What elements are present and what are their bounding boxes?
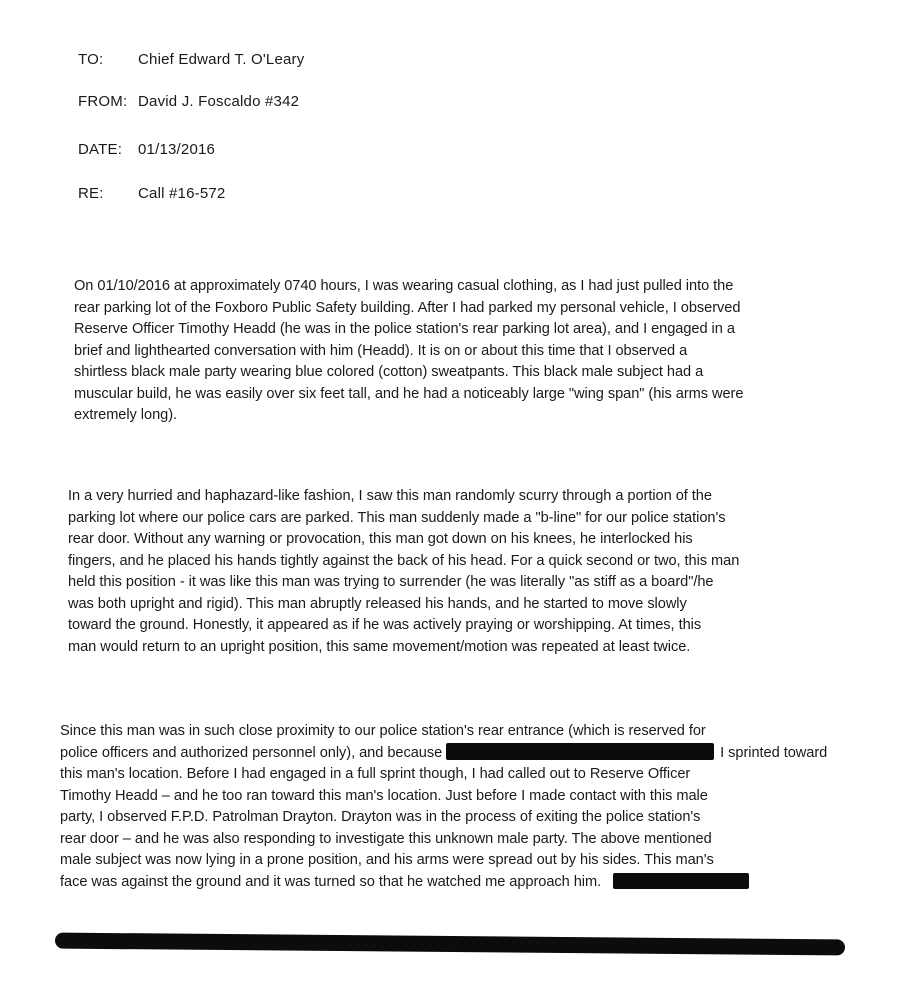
redaction-bar-full-line xyxy=(55,933,845,956)
paragraph-line: parking lot where our police cars are parked. This man suddenly made a "b-line" for our police station's xyxy=(68,509,726,526)
date-label: DATE: xyxy=(78,141,123,158)
paragraph-line: In a very hurried and haphazard-like fashion, I saw this man randomly scurry through a portion of the xyxy=(68,488,712,504)
paragraph-line: On 01/10/2016 at approximately 0740 hours, I was wearing casual clothing, as I had just pulled into the xyxy=(74,278,734,294)
paragraph-line: muscular build, he was easily over six feet tall, and he had a noticeably large "wing span" (his arms were xyxy=(74,385,744,402)
paragraph-line: toward the ground. Honestly, it appeared as if he was actively praying or worshipping. At times, this xyxy=(68,617,702,633)
paragraph-text: face was against the ground and it was turned so that he watched me approach him. xyxy=(60,873,602,890)
to-label: TO: xyxy=(78,51,104,68)
paragraph-line-with-redaction xyxy=(60,743,827,765)
redaction-bar xyxy=(613,873,749,889)
paragraph-line: held this position - it was like this man was trying to surrender (he was literally "as stiff as a board"/he xyxy=(68,574,714,590)
paragraph-line: fingers, and he placed his hands tightly against the back of his head. For a quick second or two, this man xyxy=(68,552,740,569)
paragraph-line: brief and lighthearted conversation with him (Headd). It is on or about this time that I observed a xyxy=(74,342,688,359)
paragraph-line-with-redaction xyxy=(60,872,827,894)
paragraph-line: Since this man was in such close proximity to our police station's rear entrance (which is reserved for xyxy=(60,723,706,739)
paragraph-line: this man's location. Before I had engaged in a full sprint though, I had called out to Reserve Officer xyxy=(60,766,691,782)
paragraph-line: extremely long). xyxy=(74,407,178,423)
paragraph-line: rear door – and he was also responding to investigate this unknown male party. The above mentioned xyxy=(60,830,712,847)
paragraph-line: rear parking lot of the Foxboro Public Safety building. After I had parked my personal vehicle, I observed xyxy=(74,299,741,316)
paragraph-line: male subject was now lying in a prone position, and his arms were spread out by his sides. This man's xyxy=(60,852,714,868)
paragraph-2 xyxy=(68,486,739,658)
paragraph-1 xyxy=(74,276,743,427)
paragraph-line: shirtless black male party wearing blue colored (cotton) sweatpants. This black male subject had a xyxy=(74,364,704,380)
from-value: David J. Foscaldo #342 xyxy=(138,93,300,110)
paragraph-line: Timothy Headd – and he too ran toward this man's location. Just before I made contact with this male xyxy=(60,787,708,804)
paragraph-3 xyxy=(60,721,827,893)
paragraph-line: was both upright and rigid). This man abruptly released his hands, and he started to move slowly xyxy=(68,595,687,612)
paragraph-text: I sprinted toward xyxy=(720,744,828,761)
from-label: FROM: xyxy=(78,93,128,110)
re-label: RE: xyxy=(78,185,104,202)
date-value: 01/13/2016 xyxy=(138,141,216,158)
paragraph-line: Reserve Officer Timothy Headd (he was in the police station's rear parking lot area), and I engaged in a xyxy=(74,321,735,337)
re-value: Call #16-572 xyxy=(138,185,226,202)
paragraph-text: police officers and authorized personnel only), and because xyxy=(60,744,443,761)
redaction-bar xyxy=(446,743,714,760)
paragraph-line: man would return to an upright position, this same movement/motion was repeated at least twice. xyxy=(68,638,691,655)
paragraph-line: party, I observed F.P.D. Patrolman Drayton. Drayton was in the process of exiting the police station's xyxy=(60,809,701,825)
paragraph-line: rear door. Without any warning or provocation, this man got down on his knees, he interlocked his xyxy=(68,531,693,547)
to-value: Chief Edward T. O'Leary xyxy=(138,51,305,68)
